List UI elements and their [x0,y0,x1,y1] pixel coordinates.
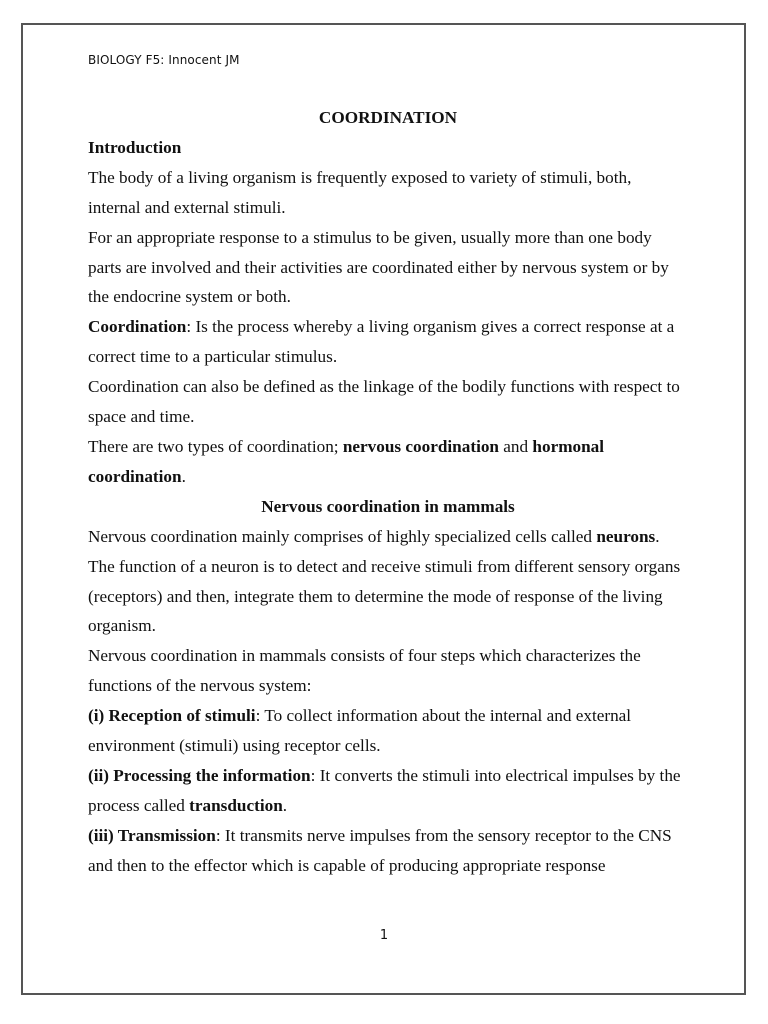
paragraph-1: The body of a living organism is frequently exposed to variety of stimuli, both, internal and external stimuli. [88,167,632,217]
step-label: (ii) Processing the information [88,765,311,785]
header-note: BIOLOGY F5: Innocent JM [88,53,240,67]
step-end: . [282,795,288,815]
document-body [88,103,688,881]
step-item [88,761,688,821]
coordination-definition: : Is the process whereby a living organism gives a correct response at a correct time to a particular stimulus. [88,317,675,367]
neurons-intro: Nervous coordination mainly comprises of highly specialized cells called [88,526,597,546]
types-period: . [181,466,186,486]
step-label: (i) Reception of stimuli [88,706,256,726]
neurons-description: . The function of a neuron is to detect and receive stimuli from different sensory organs (receptors) and then, integrate them to determine the mode of response of the living organism. [88,526,681,636]
step-text: : It transmits nerve impulses from the sensory receptor to the CNS and then to the effector which is capable of producing appropriate response [88,825,672,875]
paragraph-5 [88,432,688,492]
paragraph-3 [88,312,688,372]
paragraph-6 [88,522,688,642]
paragraph-4: Coordination can also be defined as the linkage of the bodily functions with respect to space and time. [88,377,680,427]
nervous-coordination-term: nervous coordination [342,436,499,456]
paragraph-2: For an appropriate response to a stimulus to be given, usually more than one body parts are involved and their activities are coordinated either by nervous system or by the endocrine system or both. [88,227,669,307]
intro-heading: Introduction [88,137,182,157]
step-item [88,701,688,761]
coordination-term: Coordination [88,317,187,337]
section-heading: Nervous coordination in mammals [261,496,515,516]
types-and: and [499,436,533,456]
step-item [88,821,688,881]
page-number: 1 [379,928,389,943]
types-intro: There are two types of coordination; [88,436,343,456]
transduction-term: transduction [189,795,283,815]
step-text: : To collect information about the internal and external environment (stimuli) using receptor cells. [88,706,632,756]
step-label: (iii) Transmission [88,825,216,845]
step-text: : It converts the stimuli into electrical impulses by the process called [88,765,681,815]
paragraph-7: Nervous coordination in mammals consists of four steps which characterizes the functions of the nervous system: [88,646,641,696]
page-title: COORDINATION [318,108,458,127]
hormonal-coordination-term: hormonal coordination [88,436,605,486]
neurons-term: neurons [596,526,656,546]
